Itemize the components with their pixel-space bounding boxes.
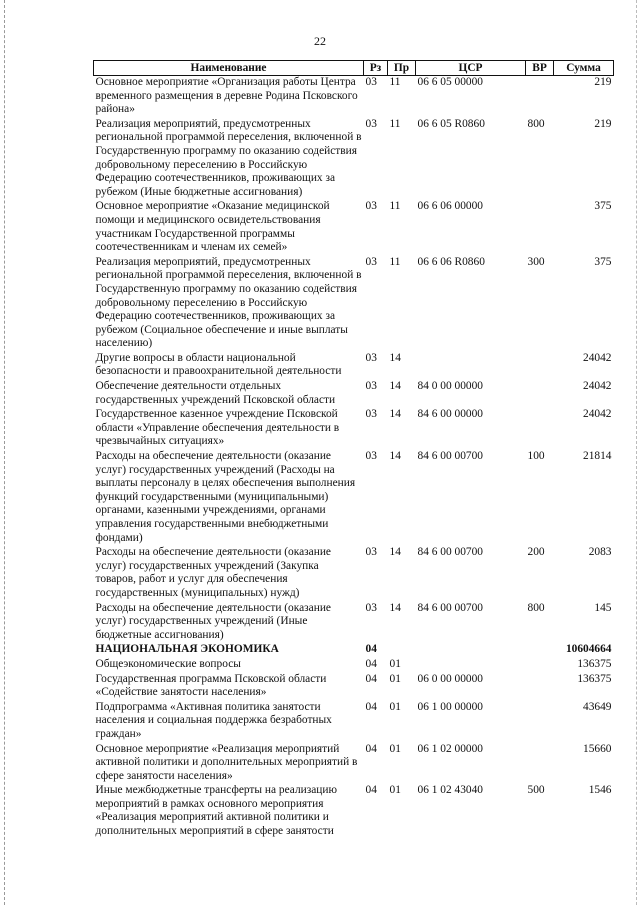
cell-name: Общеэкономические вопросы bbox=[95, 657, 241, 670]
table-row bbox=[94, 380, 614, 408]
cell-vr bbox=[526, 701, 554, 743]
cell-sum: 21814 bbox=[583, 450, 612, 463]
cell-rz: 04 bbox=[365, 784, 377, 797]
cell-vr bbox=[526, 643, 554, 658]
cell-pr: 14 bbox=[389, 408, 401, 421]
cell-csr: 06 6 05 00000 bbox=[417, 76, 483, 88]
table-row bbox=[94, 118, 614, 201]
cell-rz: 03 bbox=[365, 200, 377, 213]
cell-csr bbox=[416, 643, 526, 658]
table-row bbox=[94, 408, 614, 450]
table-body bbox=[94, 76, 614, 840]
table-row bbox=[94, 76, 614, 118]
table-header bbox=[94, 61, 614, 76]
table-row bbox=[94, 256, 614, 352]
cell-sum: 15660 bbox=[583, 742, 612, 755]
cell-rz: 03 bbox=[365, 601, 377, 614]
cell-rz: 04 bbox=[365, 700, 377, 713]
table-row bbox=[94, 546, 614, 601]
cell-pr: 14 bbox=[389, 450, 401, 463]
cell-rz: 03 bbox=[365, 76, 377, 88]
cell-sum: 219 bbox=[594, 76, 612, 88]
budget-table bbox=[93, 60, 614, 840]
cell-csr: 06 6 06 00000 bbox=[417, 200, 483, 213]
header-csr: ЦСР bbox=[416, 61, 526, 76]
cell-pr bbox=[388, 643, 416, 658]
cell-csr: 84 6 00 00000 bbox=[417, 408, 483, 421]
cell-pr: 01 bbox=[389, 657, 401, 670]
cell-pr: 11 bbox=[389, 255, 401, 268]
table-row bbox=[94, 602, 614, 644]
cell-rz: 03 bbox=[365, 408, 377, 421]
cell-csr bbox=[416, 352, 526, 380]
cell-name: Обеспечение деятельности отдельных государственных учреждений Псковской области bbox=[95, 380, 336, 406]
table-row bbox=[94, 743, 614, 785]
cell-pr: 14 bbox=[389, 380, 401, 393]
cell-csr: 06 1 02 00000 bbox=[417, 742, 483, 755]
cell-pr: 11 bbox=[389, 117, 401, 130]
cell-vr bbox=[526, 673, 554, 701]
cell-pr: 01 bbox=[389, 700, 401, 713]
cell-sum: 136375 bbox=[577, 672, 612, 685]
header-rz: Рз bbox=[364, 61, 388, 76]
cell-vr: 800 bbox=[527, 117, 545, 130]
cell-vr bbox=[526, 352, 554, 380]
cell-vr: 200 bbox=[527, 546, 545, 559]
cell-name: Основное мероприятие «Реализация мероприятий активной политики и дополнительных мероприятий в сфере занятости населения» bbox=[95, 742, 358, 782]
cell-vr bbox=[526, 76, 554, 118]
cell-csr: 84 0 00 00000 bbox=[417, 380, 483, 393]
cell-sum: 24042 bbox=[583, 380, 612, 393]
cell-rz: 04 bbox=[365, 742, 377, 755]
cell-pr: 14 bbox=[389, 546, 401, 559]
cell-vr bbox=[526, 380, 554, 408]
cell-rz: 04 bbox=[365, 657, 377, 670]
cell-pr: 01 bbox=[389, 784, 401, 797]
header-sum: Сумма bbox=[554, 61, 614, 76]
cell-csr: 84 6 00 00700 bbox=[417, 450, 483, 463]
cell-vr bbox=[526, 658, 554, 673]
table-row bbox=[94, 784, 614, 839]
table-row bbox=[94, 673, 614, 701]
cell-csr: 84 6 00 00700 bbox=[417, 601, 483, 614]
table-row bbox=[94, 658, 614, 673]
cell-sum: 24042 bbox=[583, 351, 612, 364]
cell-vr: 800 bbox=[527, 601, 545, 614]
cell-csr: 06 6 05 R0860 bbox=[417, 117, 485, 130]
cell-vr: 100 bbox=[527, 450, 545, 463]
cell-sum: 10604664 bbox=[565, 643, 612, 656]
cell-pr: 01 bbox=[389, 742, 401, 755]
cell-name: Основное мероприятие «Оказание медицинской помощи и медицинского освидетельствования участникам Государственной программы соотечественникам и членам их семей» bbox=[95, 200, 330, 254]
cell-csr: 06 0 00 00000 bbox=[417, 672, 483, 685]
cell-sum: 43649 bbox=[583, 700, 612, 713]
cell-sum: 375 bbox=[594, 200, 612, 213]
table-row bbox=[94, 450, 614, 546]
table-row bbox=[94, 701, 614, 743]
cell-vr bbox=[526, 200, 554, 255]
cell-pr: 11 bbox=[389, 76, 401, 88]
cell-sum: 24042 bbox=[583, 408, 612, 421]
cell-sum: 219 bbox=[594, 117, 612, 130]
cell-rz: 03 bbox=[365, 546, 377, 559]
cell-pr: 14 bbox=[389, 601, 401, 614]
cell-sum: 2083 bbox=[588, 546, 612, 559]
table-row bbox=[94, 352, 614, 380]
cell-rz: 03 bbox=[365, 117, 377, 130]
cell-vr: 500 bbox=[527, 784, 545, 797]
cell-csr: 06 6 06 R0860 bbox=[417, 255, 485, 268]
cell-rz: 03 bbox=[365, 255, 377, 268]
cell-pr: 14 bbox=[389, 351, 401, 364]
cell-name: Расходы на обеспечение деятельности (оказание услуг) государственных учреждений (Иные бюджетные ассигнования) bbox=[95, 601, 331, 641]
cell-csr: 06 1 00 00000 bbox=[417, 700, 483, 713]
cell-name: Государственная программа Псковской области «Содействие занятости населения» bbox=[95, 672, 327, 699]
cell-sum: 136375 bbox=[577, 657, 612, 670]
cell-vr bbox=[526, 743, 554, 785]
header-row bbox=[94, 61, 614, 76]
cell-name: Государственное казенное учреждение Псковской области «Управление обеспечения деятельности в чрезвычайных ситуациях» bbox=[95, 408, 340, 448]
cell-vr bbox=[526, 408, 554, 450]
cell-name: Реализация мероприятий, предусмотренных региональной программой переселения, включенной в Государственную программу по оказанию содействия добровольному переселению в Российскую Федерацию соотечественников, проживающих за рубежом (Социальное обеспечение и иные выплаты населению) bbox=[95, 255, 362, 350]
cell-name: Расходы на обеспечение деятельности (оказание услуг) государственных учреждений (Расходы на выплаты персоналу в целях обеспечения выполнения функций государственными (муниципальными) органами, казенными учреждениями, органами управления государственными внебюджетными фондами) bbox=[95, 450, 356, 544]
cell-name: Подпрограмма «Активная политика занятости населения и социальная поддержка безработных граждан» bbox=[95, 700, 332, 740]
cell-rz: 03 bbox=[365, 351, 377, 364]
cell-rz: 04 bbox=[365, 672, 377, 685]
cell-sum: 375 bbox=[594, 255, 612, 268]
cell-name: Реализация мероприятий, предусмотренных региональной программой переселения, включенной в Государственную программу по оказанию содействия добровольному переселению в Российскую Федерацию соотечественников, проживающих за рубежом (Иные бюджетные ассигнования) bbox=[95, 117, 362, 198]
cell-csr: 06 1 02 43040 bbox=[417, 784, 483, 797]
cell-sum: 1546 bbox=[588, 784, 612, 797]
table-row bbox=[94, 643, 614, 658]
scan-left-edge bbox=[4, 0, 6, 905]
cell-pr: 01 bbox=[389, 672, 401, 685]
cell-rz: 04 bbox=[365, 643, 377, 656]
cell-name: Основное мероприятие «Организация работы Центра временного размещения в деревне Родина Псковского района» bbox=[95, 76, 358, 116]
cell-name: Иные межбюджетные трансферты на реализацию мероприятий в рамках основного мероприятия «Реализация мероприятий активной политики и дополнительных мероприятий в сфере занятости bbox=[95, 784, 337, 838]
table-row bbox=[94, 200, 614, 255]
header-vr: ВР bbox=[526, 61, 554, 76]
cell-vr: 300 bbox=[527, 255, 545, 268]
cell-name: Расходы на обеспечение деятельности (оказание услуг) государственных учреждений (Закупка товаров, работ и услуг для обеспечения государственных (муниципальных) нужд) bbox=[95, 546, 331, 599]
scan-right-edge bbox=[636, 0, 638, 905]
cell-name: Другие вопросы в области национальной безопасности и правоохранительной деятельности bbox=[95, 351, 342, 378]
cell-sum: 145 bbox=[594, 601, 612, 614]
cell-pr: 11 bbox=[389, 200, 401, 213]
cell-rz: 03 bbox=[365, 450, 377, 463]
cell-name: НАЦИОНАЛЬНАЯ ЭКОНОМИКА bbox=[95, 643, 279, 656]
cell-csr: 84 6 00 00700 bbox=[417, 546, 483, 559]
cell-rz: 03 bbox=[365, 380, 377, 393]
header-name: Наименование bbox=[94, 61, 364, 76]
header-pr: Пр bbox=[388, 61, 416, 76]
cell-csr bbox=[416, 658, 526, 673]
page-number: 22 bbox=[314, 34, 326, 48]
